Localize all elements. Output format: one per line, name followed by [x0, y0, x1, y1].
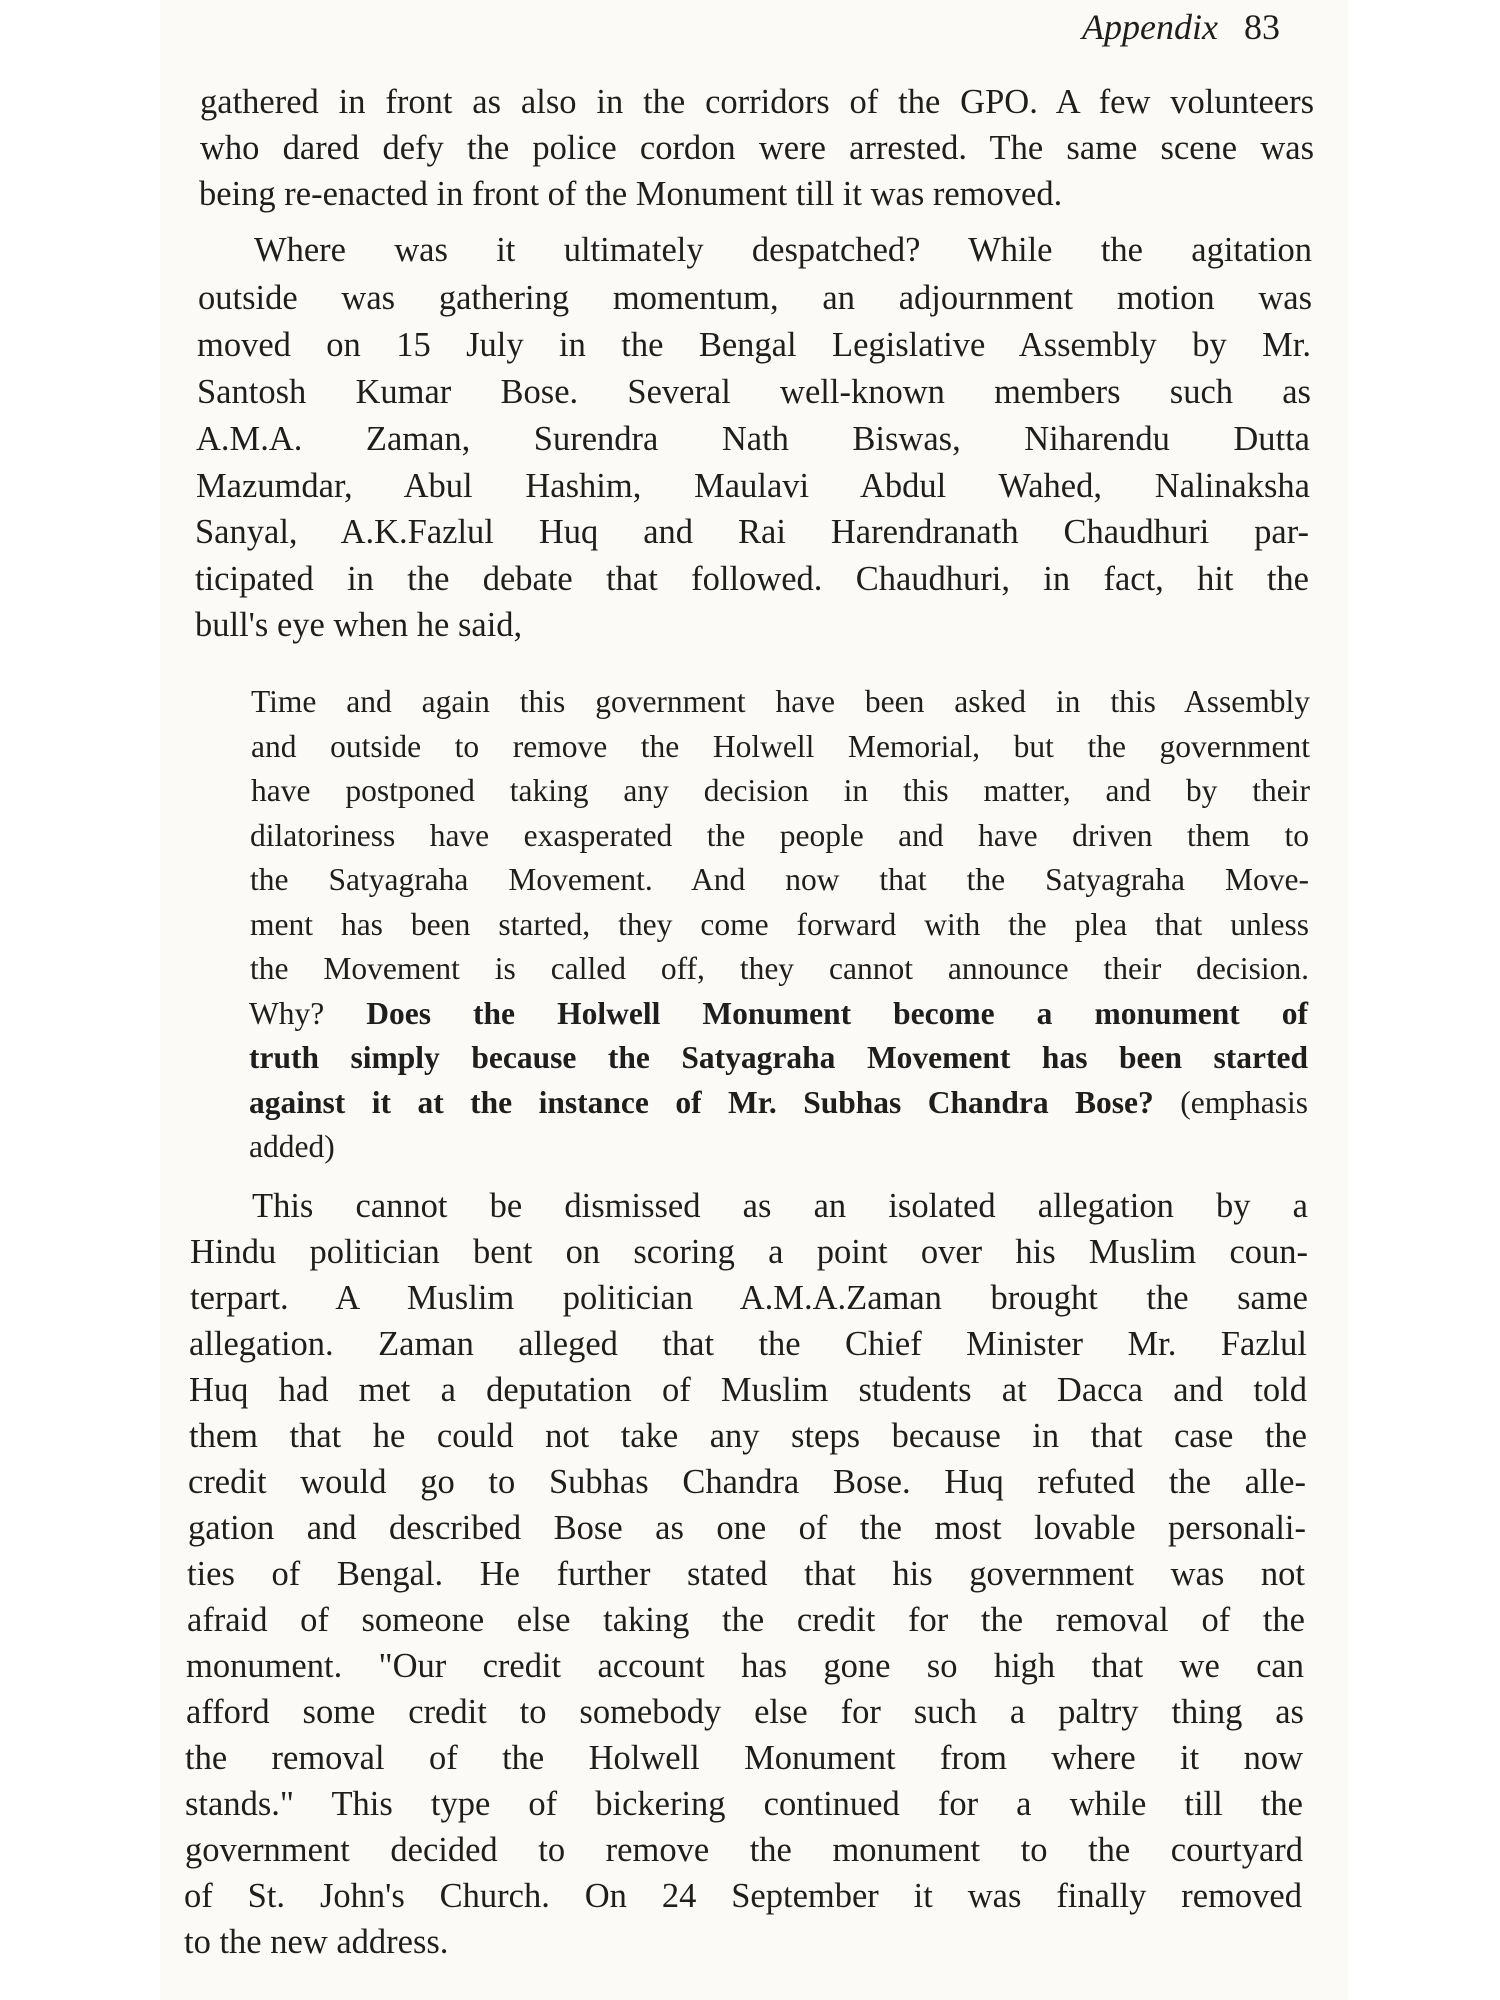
page-number: 83 — [1243, 7, 1280, 47]
text-line: government decided to remove the monument to the courtyard — [185, 1831, 1303, 1869]
text-line: the removal of the Holwell Monument from where it now — [185, 1739, 1303, 1777]
emphasized-text: Does the Holwell Monument become a monument of — [366, 996, 1308, 1031]
text-line: bull's eye when he said, — [195, 606, 523, 644]
text-line: Hindu politician bent on scoring a point over his Muslim coun- — [190, 1233, 1308, 1271]
text-line: A.M.A. Zaman, Surendra Nath Biswas, Niharendu Dutta — [196, 420, 1310, 458]
emphasized-text: truth simply because the Satyagraha Movement has been started — [249, 1040, 1308, 1075]
quote-line: the Satyagraha Movement. And now that the Satyagraha Move- — [250, 862, 1309, 897]
quote-line: the Movement is called off, they cannot announce their decision. — [250, 951, 1309, 986]
text-line: to the new address. — [184, 1923, 449, 1961]
quote-line — [249, 1036, 1308, 1080]
text-line: This cannot be dismissed as an isolated allegation by a — [252, 1187, 1308, 1225]
text-line: credit would go to Subhas Chandra Bose. Huq refuted the alle- — [188, 1463, 1306, 1501]
text-line: allegation. Zaman alleged that the Chief Minister Mr. Fazlul — [189, 1325, 1307, 1363]
quote-line: dilatoriness have exasperated the people and have driven them to — [250, 818, 1309, 853]
text-line: afford some credit to somebody else for such a paltry thing as — [186, 1693, 1304, 1731]
text-line: stands." This type of bickering continued for a while till the — [185, 1785, 1303, 1823]
text-line: moved on 15 July in the Bengal Legislative Assembly by Mr. — [197, 326, 1311, 364]
text-line: Where was it ultimately despatched? While the agitation — [254, 231, 1312, 269]
quote-line: and outside to remove the Holwell Memorial, but the government — [251, 729, 1310, 764]
quote-line: have postponed taking any decision in this matter, and by their — [251, 773, 1310, 808]
text-line: outside was gathering momentum, an adjournment motion was — [198, 279, 1312, 317]
text-line: terpart. A Muslim politician A.M.A.Zaman brought the same — [190, 1279, 1308, 1317]
text-line: ticipated in the debate that followed. Chaudhuri, in fact, hit the — [195, 560, 1309, 598]
text-line: Huq had met a deputation of Muslim students at Dacca and told — [189, 1371, 1307, 1409]
text-line: gation and described Bose as one of the most lovable personali- — [188, 1509, 1306, 1547]
text-line: Mazumdar, Abul Hashim, Maulavi Abdul Wahed, Nalinaksha — [196, 467, 1310, 505]
section-title: Appendix — [1082, 7, 1218, 47]
running-header — [1082, 6, 1280, 48]
quote-line — [249, 992, 1308, 1036]
quote-line: Time and again this government have been asked in this Assembly — [251, 684, 1310, 719]
text-line: gathered in front as also in the corridors of the GPO. A few volunteers — [200, 83, 1314, 121]
text-line: being re-enacted in front of the Monument till it was removed. — [199, 175, 1063, 213]
quote-line: ment has been started, they come forward with the plea that unless — [250, 907, 1309, 942]
quote-text: Why? — [249, 996, 367, 1031]
emphasized-text: against it at the instance of Mr. Subhas Chandra Bose? — [249, 1085, 1154, 1120]
text-line: who dared defy the police cordon were arrested. The same scene was — [200, 129, 1314, 167]
text-line: ties of Bengal. He further stated that his government was not — [187, 1555, 1305, 1593]
quote-line — [249, 1081, 1308, 1125]
quote-line: added) — [249, 1129, 335, 1164]
text-line: Sanyal, A.K.Fazlul Huq and Rai Harendranath Chaudhuri par- — [195, 513, 1309, 551]
text-line: monument. "Our credit account has gone so high that we can — [186, 1647, 1304, 1685]
text-line: Santosh Kumar Bose. Several well-known members such as — [197, 373, 1311, 411]
text-line: them that he could not take any steps because in that case the — [189, 1417, 1307, 1455]
quote-text: (emphasis — [1153, 1085, 1308, 1120]
text-line: afraid of someone else taking the credit for the removal of the — [187, 1601, 1305, 1639]
text-line: of St. John's Church. On 24 September it was finally removed — [184, 1877, 1302, 1915]
